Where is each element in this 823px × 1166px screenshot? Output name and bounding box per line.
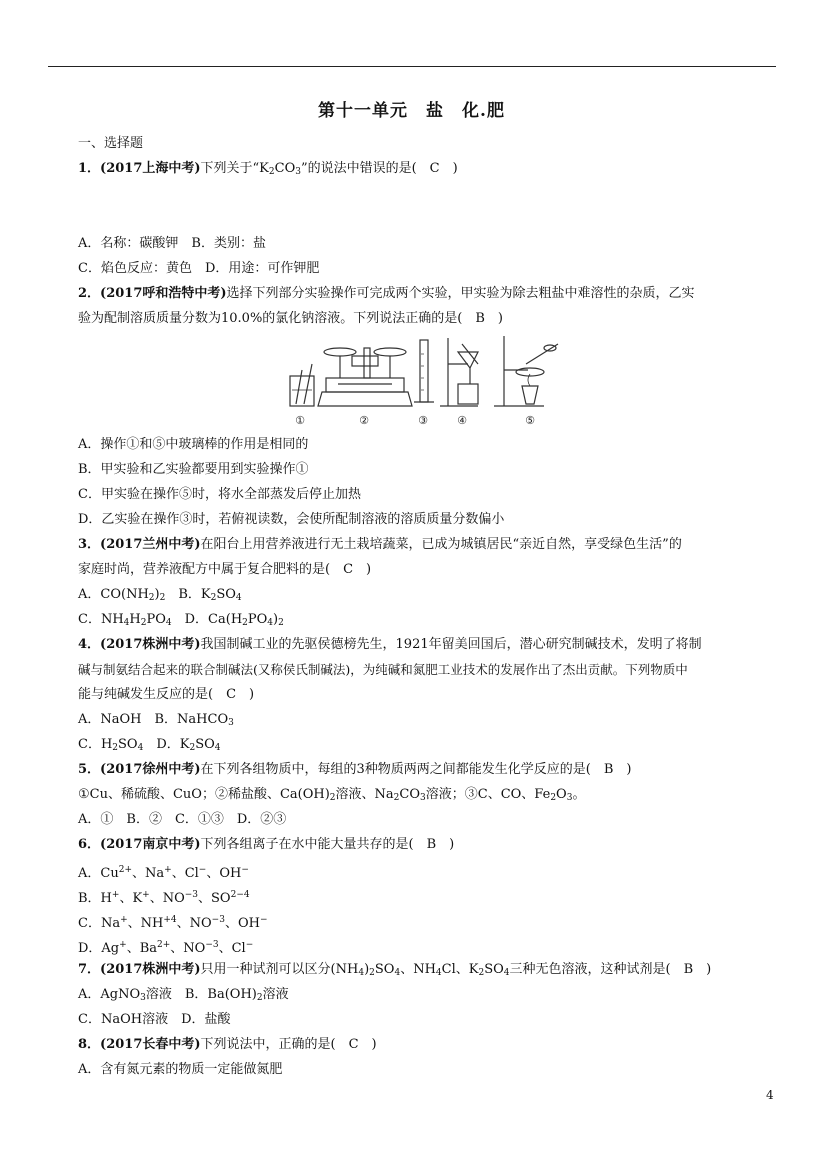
question-6-stem: 6．(2017南京中考)下列各组离子在水中能大量共存的是( B ) [78, 837, 455, 852]
header-rule [48, 66, 776, 67]
question-6-option-a: A．$Cu^{2+}$、Na+、Cl−、OH− [78, 865, 249, 881]
question-2-option-c: C．甲实验在操作⑤时，将水全部蒸发后停止加热 [78, 487, 361, 502]
question-2-option-d: D．乙实验在操作③时，若俯视读数，会使所配制溶液的溶质质量分数偏小 [78, 512, 505, 527]
question-8-option-a: A．含有氮元素的物质一定能做氮肥 [78, 1062, 283, 1077]
question-7-options-cd: C．NaOH溶液 D．盐酸 [78, 1012, 231, 1027]
figure-label-4: ④ [457, 414, 467, 427]
question-1-options-cd: C．焰色反应：黄色 D．用途：可作钾肥 [78, 261, 320, 276]
question-4-options-ab: A．NaOH B．NaHCO$_3$ [78, 712, 234, 728]
question-2-stem-line2: 验为配制溶质质量分数为10.0%的氯化钠溶液。下列说法正确的是( B ) [78, 311, 503, 326]
section-heading: 一、选择题 [78, 136, 144, 151]
question-2-stem-line1: 2．(2017呼和浩特中考)选择下列部分实验操作可完成两个实验，甲实验为除去粗盐中难溶性的杂质，乙实 [78, 286, 695, 301]
question-2-option-a: A．操作①和⑤中玻璃棒的作用是相同的 [78, 437, 309, 452]
lab-apparatus-figure [282, 334, 568, 430]
page-number: 4 [766, 1088, 774, 1102]
question-4-options-cd: C．$H_2SO_4$ D．$K_2SO_4$ [78, 737, 221, 753]
evaporation-setup-illustration [494, 336, 558, 406]
question-1-stem: 1．(2017上海中考)下列关于“$K_2CO_3$”的说法中错误的是( C ) [78, 161, 458, 177]
page-title: 第十一单元 盐 化.肥 [318, 101, 505, 121]
question-6-option-d: D．Ag+、$Ba^{2+}$、$NO^{-3}$、Cl− [78, 940, 254, 956]
figure-label-3: ③ [418, 414, 428, 427]
question-5-options: A．① B．② C．①③ D．②③ [78, 812, 287, 827]
graduated-cylinder-illustration [414, 340, 434, 402]
filtration-setup-illustration [440, 338, 478, 406]
figure-label-2: ② [359, 414, 369, 427]
question-7-options-ab: A．AgNO$_3$溶液 B．$Ba(OH)_2$溶液 [78, 987, 289, 1003]
question-3-options-ab: A．$CO(NH_2)_2$ B．$K_2SO_4$ [78, 587, 242, 603]
beaker-with-rod-illustration [290, 364, 314, 406]
question-7-stem: 7．(2017株洲中考)只用一种试剂可以区分$(NH_4)_2SO_4$、$NH_4Cl$、$K_2SO_4$三种无色溶液，这种试剂是( B ) [78, 962, 712, 978]
figure-label-1: ① [295, 414, 305, 427]
question-3-options-cd: C．$NH_4H_2PO_4$ D．$Ca(H_2PO_4)_2$ [78, 612, 284, 628]
question-6-option-b: B．H+、K+、$NO^{-3}$、$SO^{2-4}$ [78, 890, 250, 906]
question-4-stem-line2: 碱与制氨结合起来的联合制碱法(又称侯氏制碱法)，为纯碱和氮肥工业技术的发展作出了杰出贡献。下列物质中 [78, 662, 688, 677]
question-5-stem-line1: 5．(2017徐州中考)在下列各组物质中，每组的3种物质两两之间都能发生化学反应的是( B ) [78, 762, 632, 777]
balance-illustration [318, 348, 412, 406]
question-2-option-b: B．甲实验和乙实验都要用到实验操作① [78, 462, 309, 477]
question-4-stem-line1: 4．(2017株洲中考)我国制碱工业的先驱侯德榜先生，1921年留美回国后，潜心研究制碱技术，发明了将制 [78, 637, 702, 652]
question-3-stem-line1: 3．(2017兰州中考)在阳台上用营养液进行无土栽培蔬菜，已成为城镇居民“亲近自然，享受绿色生活”的 [78, 537, 682, 552]
question-1-options-ab: A．名称：碳酸钾 B．类别：盐 [78, 236, 266, 251]
question-6-option-c: C．Na+、$NH^{+4}$、$NO^{-3}$、OH− [78, 915, 268, 931]
figure-label-5: ⑤ [525, 414, 535, 427]
question-8-stem: 8．(2017长春中考)下列说法中，正确的是( C ) [78, 1037, 377, 1052]
question-5-stem-line2: ①Cu、稀硫酸、CuO；②稀盐酸、$Ca(OH)_2$溶液、$Na_2CO_3$溶液；③C、CO、$Fe_2O_3$。 [78, 787, 586, 803]
question-4-stem-line3: 能与纯碱发生反应的是( C ) [78, 687, 255, 702]
question-3-stem-line2: 家庭时尚，营养液配方中属于复合肥料的是( C ) [78, 562, 372, 577]
